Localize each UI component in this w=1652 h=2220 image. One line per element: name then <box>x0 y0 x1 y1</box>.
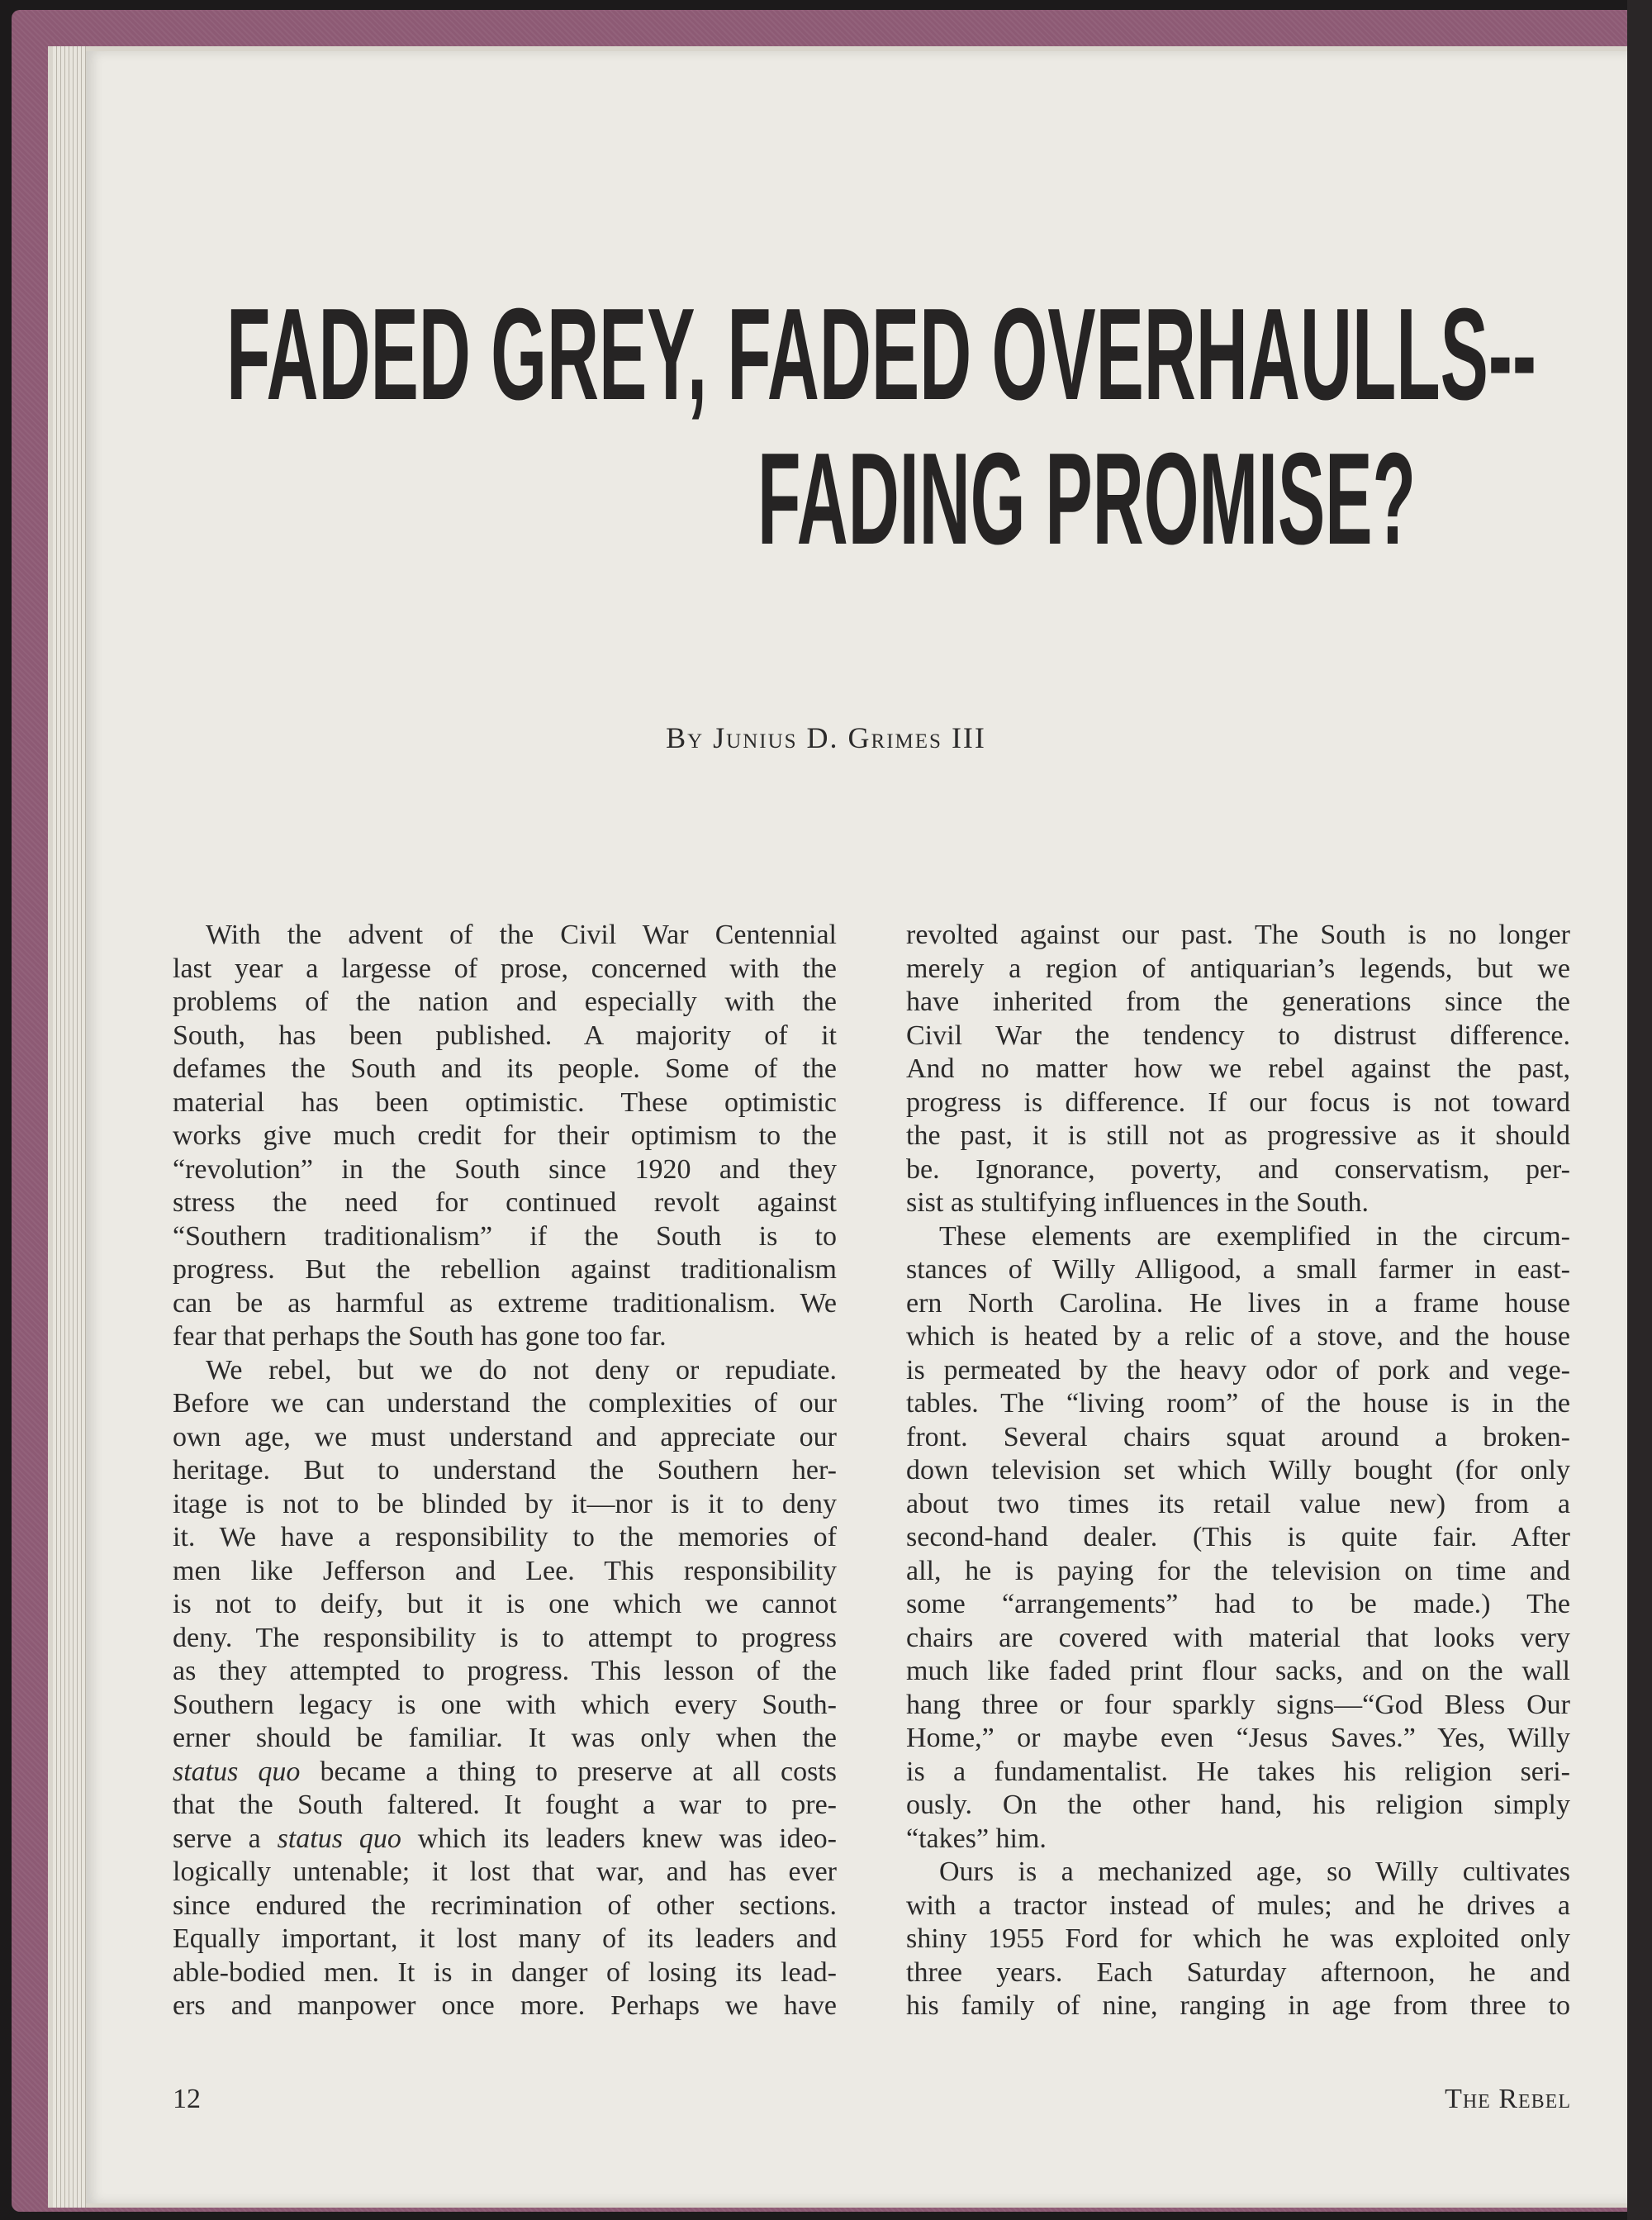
text-line: ern North Carolina. He lives in a frame house <box>906 1287 1570 1319</box>
text-line: status quo became a thing to preserve at all costs <box>173 1756 837 1787</box>
text-line: serve a status quo which its leaders knew was ideo- <box>173 1823 838 1854</box>
text-line: fear that perhaps the South has gone too far. <box>173 1321 667 1352</box>
italic-phrase: status quo <box>173 1756 301 1787</box>
text-line: Home,” or maybe even “Jesus Saves.” Yes, Willy <box>906 1723 1570 1753</box>
text-line: last year a largesse of prose, concerned with the <box>173 953 837 984</box>
author-byline: By Junius D. Grimes III <box>666 721 986 754</box>
text-line: hang three or four sparkly signs—“God Bless Our <box>906 1689 1570 1720</box>
text-line: the past, it is still not as progressive as it should <box>906 1120 1570 1151</box>
text-line: defames the South and its people. Some of the <box>173 1053 837 1084</box>
text-line: since endured the recrimination of other sections. <box>173 1890 837 1921</box>
text-line: itage is not to be blinded by it—nor is it to deny <box>173 1488 837 1519</box>
article-title-line-2: FADING PROMISE? <box>757 426 1416 572</box>
page-number: 12 <box>173 2084 201 2114</box>
text-line: have inherited from the generations since the <box>906 986 1570 1017</box>
text-line: South, has been published. A majority of it <box>173 1020 837 1051</box>
text-line: can be as harmful as extreme traditionalism. We <box>173 1287 837 1319</box>
text-line: With the advent of the Civil War Centennial <box>206 920 837 950</box>
text-line: able-bodied men. It is in danger of losing its lead- <box>173 1956 837 1988</box>
text-line: “Southern traditionalism” if the South is to <box>173 1220 837 1252</box>
facing-page-edge <box>1627 0 1652 2220</box>
text-line: progress is difference. If our focus is not toward <box>906 1086 1570 1118</box>
text-line: his family of nine, ranging in age from three to <box>906 1990 1570 2021</box>
text-line: is a fundamentalist. He takes his religion seri- <box>906 1756 1570 1787</box>
text-line: Civil War the tendency to distrust difference. <box>906 1020 1570 1051</box>
text-line: front. Several chairs squat around a broken- <box>906 1421 1570 1452</box>
text-line: second-hand dealer. (This is quite fair. After <box>906 1522 1570 1552</box>
text-line: works give much credit for their optimism to the <box>173 1120 837 1151</box>
text-line: deny. The responsibility is to attempt to progress <box>173 1622 837 1653</box>
text-line: much like faded print flour sacks, and on the wall <box>906 1656 1570 1686</box>
text-line: merely a region of antiquarian’s legends, but we <box>906 953 1570 984</box>
text-line: it. We have a responsibility to the memories of <box>173 1522 837 1552</box>
text-line: as they attempted to progress. This lesson of the <box>173 1656 837 1686</box>
text-line: revolted against our past. The South is no longer <box>906 920 1570 950</box>
text-line: And no matter how we rebel against the past, <box>906 1053 1570 1084</box>
italic-phrase: status quo <box>277 1823 401 1854</box>
text-line: some “arrangements” had to be made.) The <box>906 1589 1570 1619</box>
text-line: that the South faltered. It fought a war to pre- <box>173 1790 837 1820</box>
text-line: heritage. But to understand the Southern her- <box>173 1455 837 1486</box>
text-line: is not to deify, but it is one which we cannot <box>173 1589 837 1619</box>
text-line: three years. Each Saturday afternoon, he and <box>906 1956 1570 1988</box>
text-line: be. Ignorance, poverty, and conservatism, per- <box>906 1153 1570 1185</box>
text-line: men like Jefferson and Lee. This responsibility <box>173 1555 837 1586</box>
text-line: stances of Willy Alligood, a small farmer in east- <box>906 1254 1570 1285</box>
text-line: ously. On the other hand, his religion simply <box>906 1790 1570 1820</box>
text-line: Equally important, it lost many of its leaders and <box>173 1923 837 1954</box>
text-line: “revolution” in the South since 1920 and they <box>173 1153 837 1185</box>
text-line: material has been optimistic. These optimistic <box>173 1086 837 1118</box>
text-line: Before we can understand the complexities of our <box>173 1388 837 1419</box>
text-line: own age, we must understand and appreciate our <box>173 1421 837 1452</box>
text-line: chairs are covered with material that looks very <box>906 1622 1570 1653</box>
text-line: all, he is paying for the television on time and <box>906 1555 1570 1586</box>
text-line: shiny 1955 Ford for which he was exploited only <box>906 1923 1570 1954</box>
magazine-name: The Rebel <box>1445 2084 1571 2114</box>
text-line: stress the need for continued revolt against <box>173 1187 837 1218</box>
text-line: Southern legacy is one with which every South- <box>173 1689 837 1720</box>
text-line: which is heated by a relic of a stove, and the house <box>906 1321 1570 1352</box>
text-line: We rebel, but we do not deny or repudiate. <box>206 1354 837 1386</box>
text-line: tables. The “living room” of the house is in the <box>906 1388 1570 1419</box>
text-line: These elements are exemplified in the circum- <box>939 1220 1570 1252</box>
text-line: progress. But the rebellion against traditionalism <box>173 1254 837 1285</box>
text-line: ers and manpower once more. Perhaps we have <box>173 1990 837 2021</box>
right-text-column <box>906 919 1570 2023</box>
text-line: “takes” him. <box>906 1823 1047 1854</box>
article-title-line-1: FADED GREY, FADED OVERHAULLS-- <box>226 282 1536 427</box>
text-line: logically untenable; it lost that war, and has ever <box>173 1856 837 1887</box>
text-line: sist as stultifying influences in the South. <box>906 1187 1370 1218</box>
text-line: down television set which Willy bought (for only <box>906 1455 1570 1486</box>
left-text-column <box>173 919 837 2023</box>
text-line: is permeated by the heavy odor of pork and vege- <box>906 1354 1570 1386</box>
text-line: Ours is a mechanized age, so Willy cultivates <box>939 1856 1570 1887</box>
text-line: with a tractor instead of mules; and he drives a <box>906 1890 1570 1921</box>
text-line: erner should be familiar. It was only when the <box>173 1723 837 1753</box>
text-line: problems of the nation and especially with the <box>173 986 837 1017</box>
text-line: about two times its retail value new) from a <box>906 1488 1570 1519</box>
